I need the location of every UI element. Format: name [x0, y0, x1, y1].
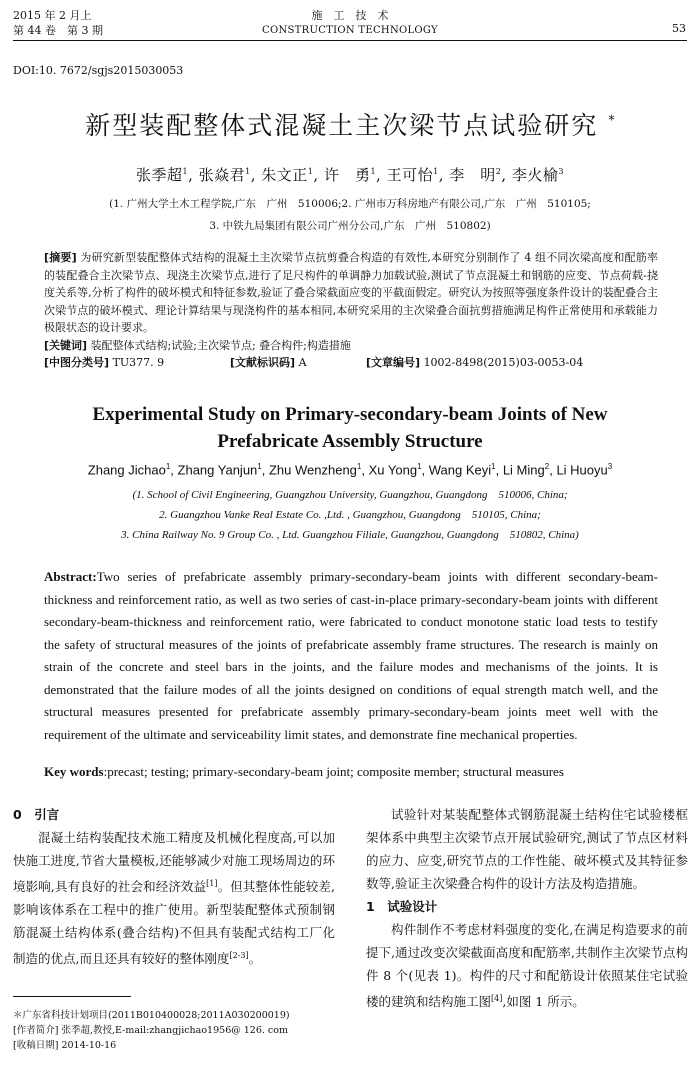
author-aff: 1 [245, 167, 251, 176]
header-rule [13, 40, 687, 41]
journal-name-en: CONSTRUCTION TECHNOLOGY [262, 25, 438, 36]
title-en-line: Experimental Study on Primary-secondary-beam Joints of New [92, 404, 608, 425]
article-no-field [366, 354, 583, 372]
footnotes [13, 1008, 343, 1053]
body-paragraph [366, 918, 688, 1013]
affiliations-cn [40, 193, 660, 237]
funding-note: ＊广东省科技计划项目(2011B010400028;2011A030200019) [13, 1010, 290, 1021]
abstract-cn [44, 249, 658, 372]
author-aff: 1 [433, 167, 439, 176]
title-en-line: Prefabricate Assembly Structure [217, 431, 483, 452]
abstract-en: Abstract:Two series of prefabricate assembly primary-secondary-beam joints with different secondary-beam-thickness and reinforcement ratio, as well as two series of cast-in-place primary-secondary-beam joints with different secondary-beam-thickness and reinforcement ratio, were fabricated to conduct monotone static load tests to testify the safety of structural measures of the joints of prefabricate assembly frame structures. The research is mainly on strain of the concrete and steel bars in the joints, and the failure modes and mechanisms of the joints. It is demonstrated that the failure modes of all the joints designed on conditions of equal strength match well, and the structural measures presented for prefabricate assembly primary-secondary-beam joints meet well with the requirement of the ultimate and serviceability limit states, and demonstrate fine mechanical properties. [44, 569, 658, 742]
author-cn: 李 明 [449, 166, 496, 184]
doc-code-field [230, 354, 307, 372]
body-paragraph: 试验针对某装配整体式钢筋混凝土结构住宅试验楼框架体系中典型主次梁节点开展试验研究,测试了节点区材料的应力、应变,研究节点的工作性能、破坏模式及其特征参数等,验证主次梁叠合构件的设计方法及构造措施。 [366, 807, 688, 891]
author-cn: 张季超 [135, 166, 183, 184]
page-number: 53 [672, 22, 686, 35]
author-en: Li Huoyu [556, 462, 608, 478]
section-heading: 1 试验设计 [366, 899, 438, 914]
author-aff: 1 [491, 462, 496, 471]
body-text: ,如图 1 所示。 [502, 994, 585, 1010]
affiliations-en [40, 485, 660, 545]
author-aff: 1 [165, 462, 171, 471]
title-footnote-mark: * [608, 113, 615, 129]
author-aff: 1 [417, 462, 422, 471]
affiliation-en-line: 3. China Railway No. 9 Group Co. , Ltd. Guangzhou Filiale, Guangzhou, Guangdong 510802, China) [121, 529, 579, 541]
author-list-en: Zhang Jichao$^1$, Zhang Yanjun$^1$, Zhu Wenzheng$^1$, Xu Yong$^1$, Wang Keyi$^1$, Li Ming$^2$, Li Huoyu$^3$ [87, 462, 613, 478]
author-bio-label: [作者简介] [13, 1025, 59, 1036]
body-paragraph [13, 826, 335, 970]
classification-row [44, 354, 658, 372]
author-aff: 1 [257, 462, 262, 471]
title-cn-text: 新型装配整体式混凝土主次梁节点试验研究 [85, 111, 599, 140]
keywords-cn-label: [关键词] [44, 338, 88, 352]
body-column-left [13, 803, 335, 970]
keywords-en-text: precast; testing; primary-secondary-beam joint; composite member; structural measures [107, 764, 564, 779]
affiliation-en-line: (1. School of Civil Engineering, Guangzhou University, Guangzhou, Guangdong 510006, China; [132, 489, 568, 501]
title-en [0, 401, 700, 455]
author-aff: 1 [356, 462, 362, 471]
issue-date: 2015 年 2 月上 [13, 9, 92, 22]
author-en: Zhang Jichao [87, 462, 166, 478]
abstract-en-text: Two series of prefabricate assembly primary-secondary-beam joints with different secondary-beam-thickness and reinforcement ratio, as well as two series of cast-in-place primary-secondary-beam joints with different secondary-beam-thickness and reinforcement ratio, were fabricated to conduct monotone static load tests to testify the safety of structural measures of the joints of prefabricate assembly frame structures. The research is mainly on strain of the concrete and steel bars in the joints, and the failure modes and mechanisms of the joints. It is demonstrated that the failure modes of all the joints designed on conditions of equal strength match well, and the structural measures presented for prefabricate assembly primary-secondary-beam joints meet well with the requirement of the ultimate and serviceability limit states, and demonstrate fine mechanical properties. [44, 569, 658, 742]
title-cn [0, 106, 700, 142]
body-text: 构件制作不考虑材料强度的变化,在满足构造要求的前提下,通过改变次梁截面高度和配筋率,共制作主次梁节点构件 8 个(见表 1)。构件的尺寸和配筋设计依照某住宅试验楼的建筑和结构施工图 [366, 922, 688, 1010]
author-cn: 李火榆 [511, 166, 559, 184]
author-en: Xu Yong [368, 462, 418, 478]
author-en: Li Ming [502, 462, 545, 478]
received-label: [收稿日期] [13, 1040, 59, 1051]
affiliation-en-line: 2. Guangzhou Vanke Real Estate Co. ,Ltd. , Guangzhou, Guangdong 510105, China; [159, 509, 541, 521]
author-cn: 王可怡 [386, 166, 434, 184]
author-aff: 2 [495, 167, 502, 176]
abstract-cn-text: 为研究新型装配整体式结构的混凝土主次梁节点抗剪叠合构造的有效性,本研究分别制作了 4 组不同次梁高度和配筋率的装配叠合主次梁节点、现浇主次梁节点,进行了足尺构件的单调静力加载试验,测试了节点混凝土和钢筋的应变、节点荷载-挠度关系等,分析了构件的破坏模式和特征参数,验证了叠合梁截面应变的平截面假定。研究认为按照等强度条件设计的装配叠合主次梁节点的破坏模式、理论计算结果与现浇构件的基本相同,本研究采用的主次梁叠合面抗剪措施满足构件正常使用和承载能力极限状态的设计要求。 [44, 251, 658, 334]
doc-code-label: [文献标识码] [230, 356, 296, 369]
citation: [2-3] [229, 951, 249, 961]
author-list-cn: 张季超$^1$, 张焱君$^1$, 朱文正$^1$, 许 勇$^1$, 王可怡$^1$, 李 明$^2$, 李火榆$^3$ [135, 166, 565, 184]
doi: DOI:10. 7672/sgjs2015030053 [13, 64, 184, 77]
keywords-en: Key words:precast; testing; primary-secondary-beam joint; composite member; structural measures [44, 764, 564, 779]
section-heading: 0 引言 [13, 807, 60, 822]
citation: [4] [491, 994, 503, 1003]
article-no-label: [文章编号] [366, 356, 421, 369]
abstract-cn-label: [摘要] [44, 251, 77, 264]
author-aff: 1 [307, 167, 314, 176]
author-en: Zhu Wenzheng [268, 462, 357, 478]
affiliation-cn-line: (1. 广州大学土木工程学院,广东 广州 510006;2. 广州市万科房地产有限公司,广东 广州 510105; [109, 198, 591, 210]
author-bio [13, 1023, 343, 1038]
body-text: 混凝土结构装配技术施工精度及机械化程度高,可以加快施工进度,节省大量模板,还能够减少对施工现场周边的环境影响,具有良好的社会和经济效益 [13, 830, 335, 895]
clc-label: [中图分类号] [44, 356, 110, 369]
body-text: 。但其整体性能较差,影响该体系在工程中的推广使用。新型装配整体式预制钢筋混凝土结构体系(叠合结构)不但具有装配式结构工厂化制造的优点,而且还具有较好的整体刚度 [13, 879, 335, 967]
author-cn: 许 勇 [323, 166, 371, 184]
abstract-en-label: Abstract [44, 569, 93, 584]
doc-code-value: A [298, 356, 307, 369]
body-column-right [366, 803, 688, 1013]
author-cn: 朱文正 [261, 166, 308, 184]
keywords-en-label: Key words [44, 764, 104, 779]
received-date [13, 1038, 343, 1053]
abstract-cn-paragraph [44, 249, 658, 337]
clc-field [44, 354, 164, 372]
author-aff: 3 [558, 167, 565, 176]
author-en: Wang Keyi [428, 462, 492, 478]
author-bio-text: 张季超,教授,E-mail:zhangjichao1956@ 126. com [61, 1025, 288, 1036]
clc-value: TU377. 9 [112, 356, 165, 369]
footnote-rule [13, 996, 131, 997]
article-no-value: 1002-8498(2015)03-0053-04 [423, 356, 584, 369]
running-header-center [0, 8, 700, 38]
author-cn: 张焱君 [198, 166, 246, 184]
author-aff: 3 [607, 462, 613, 471]
author-aff: 1 [182, 167, 189, 176]
author-aff: 2 [544, 462, 550, 471]
author-en: Zhang Yanjun [177, 462, 258, 478]
volume-issue: 第 44 卷 第 3 期 [13, 24, 103, 37]
keywords-cn-text: 装配整体式结构;试验;主次梁节点; 叠合构件;构造措施 [90, 338, 351, 352]
author-aff: 1 [370, 167, 377, 176]
journal-name-cn: 施 工 技 术 [311, 9, 389, 22]
keywords-cn [44, 337, 658, 355]
citation: [1] [206, 879, 218, 888]
body-text: 。 [248, 951, 262, 967]
affiliation-cn-line: 3. 中铁九局集团有限公司广州分公司,广东 广州 510802) [209, 220, 491, 232]
received-value: 2014-10-16 [61, 1040, 117, 1051]
